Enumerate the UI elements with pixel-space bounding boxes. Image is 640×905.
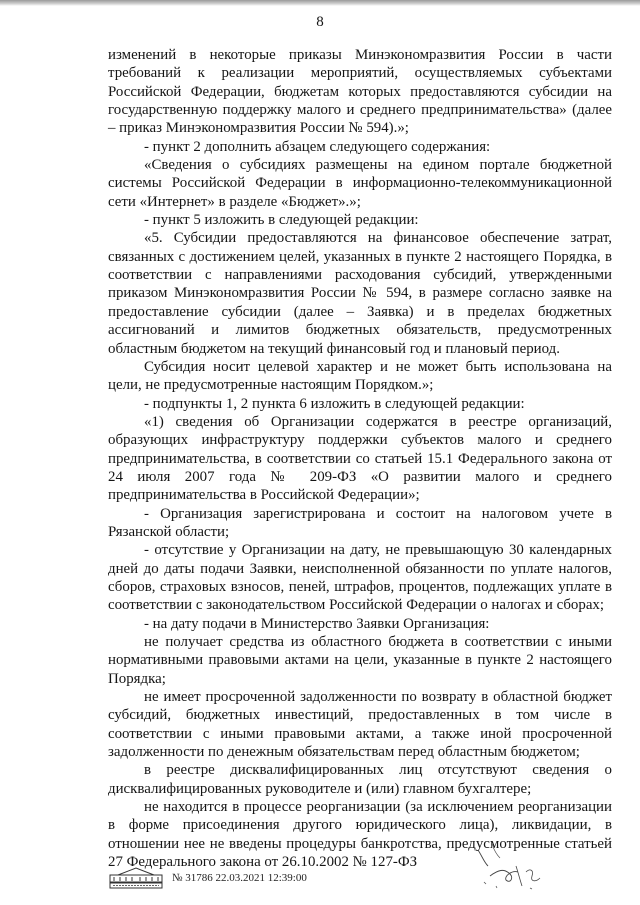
- document-body: [108, 46, 612, 871]
- paragraph-7: - подпункты 1, 2 пункта 6 изложить в следующей редакции:: [144, 395, 525, 412]
- paragraph-12: не получает средства из областного бюджета в соответствии с иными нормативными правовыми актами на цели, указанные в пункте 2 настоящего Порядка;: [108, 634, 612, 687]
- paragraph-8: «1) сведения об Организации содержатся в реестре организаций, образующих инфраструктуру поддержки субъектов малого и среднего предпринимательства, в соответствии со статьей 15.1 Федерального закона от 24 июля 2007 года № 209-ФЗ «О развитии малого и среднего предпринимательства в Российской Федерации»;: [108, 413, 612, 504]
- paragraph-11: - на дату подачи в Министерство Заявки Организация:: [144, 615, 490, 632]
- scan-top-edge: [0, 0, 640, 6]
- registration-number: № 31786 22.03.2021 12:39:00: [172, 872, 307, 884]
- paragraph-14: в реестре дисквалифицированных лиц отсутствуют сведения о дисквалифицированных руководителе и (или) главном бухгалтере;: [108, 762, 612, 797]
- page-number: 8: [316, 14, 324, 30]
- paragraph-13: не имеет просроченной задолженности по возврату в областной бюджет субсидий, бюджетных инвестиций, предоставленных в том числе в соответствии с иными правовыми актами, а также иной просроченной задолженности по денежным обязательствам перед областным бюджетом;: [108, 689, 612, 761]
- paragraph-3: «Сведения о субсидиях размещены на едином портале бюджетной системы Российской Федерации в информационно-телекоммуникационной сети «Интернет» в разделе «Бюджет».»;: [108, 157, 612, 210]
- paragraph-10: - отсутствие у Организации на дату, не превышающую 30 календарных дней до даты подачи Заявки, неисполненной обязанности по уплате налогов, сборов, страховых взносов, пеней, штрафов, процентов, подлежащих уплате в соответствии с законодательством Российской Федерации о налогах и сборах;: [108, 542, 612, 614]
- paragraph-2: - пункт 2 дополнить абзацем следующего содержания:: [144, 138, 491, 155]
- handwritten-signature-icon: [470, 836, 560, 898]
- paragraph-9: - Организация зарегистрирована и состоит на налоговом учете в Рязанской области;: [108, 505, 612, 540]
- paragraph-1: изменений в некоторые приказы Минэкономразвития России в части требований к реализации мероприятий, осуществляемых субъектами Российской Федерации, бюджетам которых предоставляются субсидии на государственную поддержку малого и среднего предпринимательства» (далее – приказ Минэкономразвития России № 594).»;: [108, 47, 612, 137]
- paragraph-6: Субсидия носит целевой характер и не может быть использована на цели, не предусмотренные настоящим Порядком.»;: [108, 358, 612, 394]
- paragraph-15: не находится в процессе реорганизации (за исключением реорганизации в форме присоединения другого юридического лица), ликвидации, в отношении нее не введены процедуры банкротства, предусмотренные статьей 27 Федерального закона от 26.10.2002 № 127-ФЗ: [108, 799, 612, 871]
- paragraph-5: «5. Субсидии предоставляются на финансовое обеспечение затрат, связанных с достижением целей, указанных в пункте 2 настоящего Порядка, в соответствии с направлениями расходования субсидий, утвержденными приказом Минэкономразвития России № 594, в размере согласно заявке на предоставление субсидии (далее – Заявка) и в пределах бюджетных ассигнований и лимитов бюджетных обязательств, предусмотренных областным бюджетом на текущий финансовый год и плановый период.: [108, 230, 612, 357]
- registry-logo-icon: [108, 866, 164, 890]
- paragraph-4: - пункт 5 изложить в следующей редакции:: [144, 212, 419, 229]
